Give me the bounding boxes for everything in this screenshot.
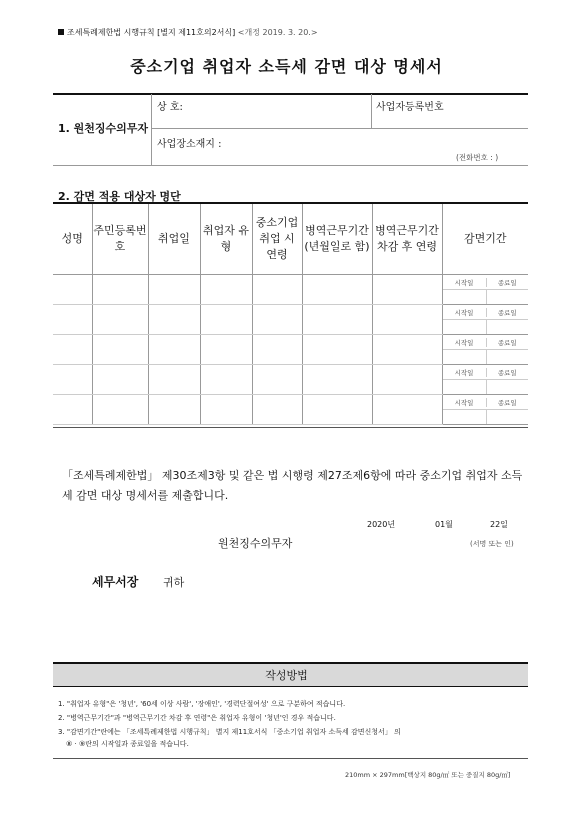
start-date-input[interactable] [443,350,487,364]
honorific: 귀하 [163,576,185,589]
age-at-hire-cell[interactable] [252,275,302,305]
paper-spec: 210mm × 297mm[백상지 80g/㎡ 또는 중질지 80g/㎡] [345,771,511,779]
military-period-cell[interactable] [302,395,372,425]
instruction-item: ⑧ · ⑨란의 시작일과 종료일을 적습니다. [66,740,189,748]
end-date-label: 종료일 [497,308,517,317]
start-date-label: 시작일 [443,368,487,377]
age-after-military-cell[interactable] [372,395,442,425]
end-date-label: 종료일 [497,368,517,377]
business-reg-number-field[interactable]: 사업자등록번호 [376,102,444,113]
hire-date-cell[interactable] [148,395,200,425]
hire-date-cell[interactable] [148,305,200,335]
instruction-item: 1. "취업자 유형"은 '청년', '60세 이상 사람', '장애인', '경력단절여성' 으로 구분하여 적습니다. [58,700,346,708]
reduction-period-labels [442,365,528,380]
age-at-hire-cell[interactable] [252,395,302,425]
table-row [53,365,528,380]
regulation-ref: 조세특례제한법 시행규칙 [별지 제11호의2서식] [67,28,236,37]
name-cell[interactable] [53,335,92,365]
end-date-input[interactable] [487,380,529,394]
start-date-label: 시작일 [443,308,487,317]
reduction-period-inputs[interactable] [442,350,528,365]
end-date-label: 종료일 [497,338,517,347]
date-year: 2020년 [367,520,396,529]
reduction-period-labels [442,275,528,290]
divider [53,427,528,428]
end-date-input[interactable] [487,320,529,334]
date-month: 01월 [435,520,453,529]
employee-type-cell[interactable] [200,365,252,395]
age-after-military-cell[interactable] [372,365,442,395]
divider [53,758,528,759]
revision-date: <개정 2019. 3. 20.> [237,28,318,37]
reduction-period-labels [442,335,528,350]
divider [151,94,152,165]
hire-date-cell[interactable] [148,365,200,395]
form-title: 중소기업 취업자 소득세 감면 대상 명세서 [130,57,443,76]
col-military-period: 병역근무기간 (년월일로 함) [302,203,372,275]
reduction-period-labels [442,305,528,320]
divider [53,93,528,95]
military-period-cell[interactable] [302,305,372,335]
reduction-period-inputs[interactable] [442,380,528,395]
reduction-period-inputs[interactable] [442,410,528,425]
age-after-military-cell[interactable] [372,335,442,365]
divider [53,165,528,166]
military-period-cell[interactable] [302,365,372,395]
name-cell[interactable] [53,395,92,425]
reduction-period-inputs[interactable] [442,290,528,305]
name-cell[interactable] [53,305,92,335]
end-date-label: 종료일 [497,278,517,287]
age-after-military-cell[interactable] [372,275,442,305]
hire-date-cell[interactable] [148,335,200,365]
instruction-item: 2. "병역근무기간"과 "병역근무기간 차감 후 연령"은 취업자 유형이 '청년'인 경우 적습니다. [58,714,336,722]
company-name-field[interactable]: 상 호: [157,102,183,113]
employee-type-cell[interactable] [200,395,252,425]
col-age-after-military: 병역근무기간 차감 후 연령 [372,203,442,275]
col-employee-type: 취업자 유형 [200,203,252,275]
col-name: 성명 [53,203,92,275]
instruction-item: 3. "감면기간"란에는 「조세특례제한법 시행규칙」 별지 제11호서식 「중소기업 취업자 소득세 감면신청서」 의 [58,728,401,736]
phone-field[interactable]: (전화번호 : ) [456,153,499,162]
col-age-at-hire: 중소기업 취업 시 연령 [252,203,302,275]
name-cell[interactable] [53,275,92,305]
bullet-square-icon [58,29,64,35]
reduction-period-labels [442,395,528,410]
start-date-input[interactable] [443,290,487,304]
start-date-label: 시작일 [443,278,487,287]
table-row [53,305,528,320]
employee-type-cell[interactable] [200,275,252,305]
age-at-hire-cell[interactable] [252,335,302,365]
reduction-period-inputs[interactable] [442,320,528,335]
age-at-hire-cell[interactable] [252,305,302,335]
table-row [53,395,528,410]
start-date-label: 시작일 [443,338,487,347]
signature-field[interactable]: (서명 또는 인) [470,540,514,548]
signer-label: 원천징수의무자 [218,537,293,550]
age-at-hire-cell[interactable] [252,365,302,395]
divider [151,128,528,129]
declaration-text: 「조세특례제한법」 제30조제3항 및 같은 법 시행령 제27조제6항에 따라 중소기업 취업자 소득세 감면 대상 명세서를 제출합니다. [62,469,523,502]
employee-type-cell[interactable] [200,305,252,335]
start-date-input[interactable] [443,320,487,334]
end-date-input[interactable] [487,350,529,364]
end-date-input[interactable] [487,290,529,304]
col-reduction-period: 감면기간 [442,203,528,275]
age-after-military-cell[interactable] [372,305,442,335]
date-day: 22일 [490,520,508,529]
resident-number-cell[interactable] [92,335,148,365]
col-hire-date: 취업일 [148,203,200,275]
resident-number-cell[interactable] [92,305,148,335]
tax-office-label: 세무서장 [92,575,139,589]
resident-number-cell[interactable] [92,365,148,395]
end-date-label: 종료일 [497,398,517,407]
header-note [58,27,318,38]
instructions-title: 작성방법 [265,669,308,682]
military-period-cell[interactable] [302,275,372,305]
start-date-label: 시작일 [443,398,487,407]
divider [371,94,372,128]
start-date-input[interactable] [443,410,487,424]
end-date-input[interactable] [487,410,529,424]
military-period-cell[interactable] [302,335,372,365]
section1-label: 1. 원천징수의무자 [58,122,149,135]
resident-number-cell[interactable] [92,395,148,425]
hire-date-cell[interactable] [148,275,200,305]
name-cell[interactable] [53,365,92,395]
resident-number-cell[interactable] [92,275,148,305]
col-resident-number: 주민등록번호 [92,203,148,275]
table-row [53,275,528,290]
start-date-input[interactable] [443,380,487,394]
table-row [53,335,528,350]
beneficiary-table [53,202,528,425]
employee-type-cell[interactable] [200,335,252,365]
business-address-field[interactable]: 사업장소재지 : [157,139,222,150]
section2-label: 2. 감면 적용 대상자 명단 [58,190,181,203]
